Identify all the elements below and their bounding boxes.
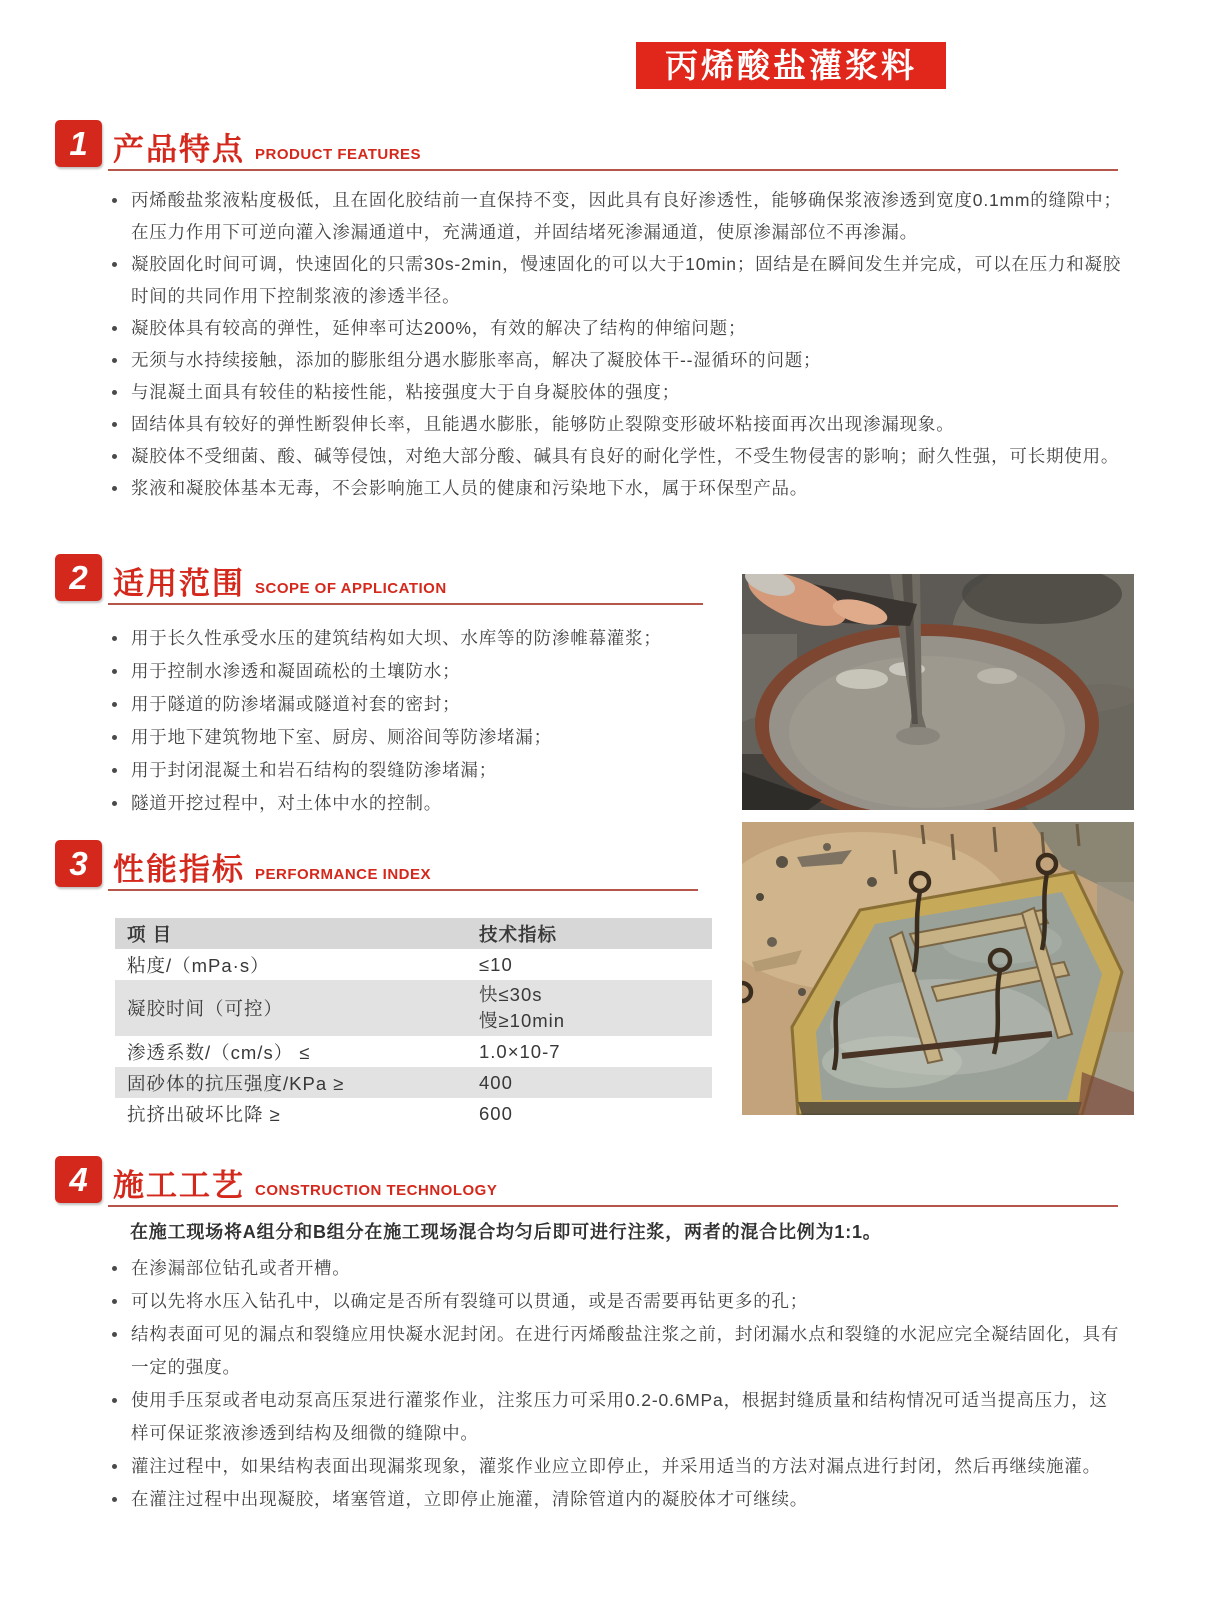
list-item <box>108 1318 1122 1384</box>
table-cell-item: 固砂体的抗压强度/KPa ≥ <box>127 1072 345 1094</box>
feature-text: 凝胶体不受细菌、酸、碱等侵蚀，对绝大部分酸、碱具有良好的耐化学性，不受生物侵害的影响；耐久性强，可长期使用。 <box>131 446 1120 466</box>
list-item <box>108 248 1122 312</box>
bullet-dot <box>112 390 117 395</box>
scope-text: 用于地下建筑物地下室、厨房、厕浴间等防渗堵漏； <box>131 727 552 747</box>
bullet-dot <box>112 801 117 806</box>
performance-index-table <box>115 918 712 1129</box>
table-row <box>115 949 712 980</box>
table-cell-value <box>467 980 712 1036</box>
table-row <box>115 1098 712 1129</box>
step-text: 在灌注过程中出现凝胶，堵塞管道，立即停止施灌，清除管道内的凝胶体才可继续。 <box>131 1489 809 1509</box>
bullet-dot <box>112 636 117 641</box>
section-4-title-zh: 施工工艺 <box>113 1168 245 1203</box>
construction-steps-list <box>108 1252 1122 1516</box>
section-4-number-badge: 4 <box>55 1156 102 1203</box>
section-4-header <box>55 1156 1175 1212</box>
feature-text: 凝胶体具有较高的弹性，延伸率可达200%，有效的解决了结构的伸缩问题； <box>131 318 747 338</box>
grout-mixing-photo <box>742 574 1134 810</box>
bullet-dot <box>112 486 117 491</box>
table-cell-item: 渗透系数/（cm/s） ≤ <box>127 1041 311 1063</box>
bullet-dot <box>112 1332 117 1337</box>
table-cell-item: 粘度/（mPa·s） <box>127 954 270 976</box>
list-item <box>108 312 1122 344</box>
section-1-titles <box>113 120 421 167</box>
section-4-title-en: CONSTRUCTION TECHNOLOGY <box>255 1182 498 1199</box>
scope-text: 用于长久性承受水压的建筑结构如大坝、水库等的防渗帷幕灌浆； <box>131 628 662 648</box>
step-text: 使用手压泵或者电动泵高压泵进行灌浆作业，注浆压力可采用0.2-0.6MPa，根据封缝质量和结构情况可适当提高压力，这样可保证浆液渗透到结构及细微的缝隙中。 <box>131 1390 1108 1443</box>
section-4-rule <box>108 1205 1118 1207</box>
list-item <box>108 344 1122 376</box>
list-item <box>108 754 728 787</box>
grout-mixing-photo-illustration <box>742 574 1134 810</box>
formwork-grouting-photo <box>742 822 1134 1115</box>
table-header-row <box>115 918 712 949</box>
formwork-grouting-photo-illustration <box>742 822 1134 1115</box>
feature-text: 凝胶固化时间可调，快速固化的只需30s-2min，慢速固化的可以大于10min；固结是在瞬间发生并完成，可以在压力和凝胶时间的共同作用下控制浆液的渗透半径。 <box>131 254 1122 306</box>
feature-text: 固结体具有较好的弹性断裂伸长率，且能遇水膨胀，能够防止裂隙变形破坏粘接面再次出现渗漏现象。 <box>131 414 955 434</box>
scope-text: 用于隧道的防渗堵漏或隧道衬套的密封； <box>131 694 461 714</box>
list-item <box>108 376 1122 408</box>
list-item <box>108 184 1122 248</box>
bullet-dot <box>112 262 117 267</box>
table-cell-value: 1.0×10-7 <box>479 1040 561 1062</box>
list-item <box>108 472 1122 504</box>
step-text: 灌注过程中，如果结构表面出现漏浆现象，灌浆作业应立即停止，并采用适当的方法对漏点进行封闭，然后再继续施灌。 <box>131 1456 1101 1476</box>
table-cell-item: 凝胶时间（可控） <box>127 998 284 1019</box>
product-title-banner: 丙烯酸盐灌浆料 <box>636 42 946 89</box>
table-header-item: 项 目 <box>127 923 173 945</box>
scope-text: 用于控制水渗透和凝固疏松的土壤防水； <box>131 661 461 681</box>
section-1-title-zh: 产品特点 <box>113 132 245 167</box>
bullet-dot <box>112 735 117 740</box>
section-3-rule <box>108 889 698 891</box>
bullet-dot <box>112 669 117 674</box>
section-2-header <box>55 554 755 610</box>
step-text: 在渗漏部位钻孔或者开槽。 <box>131 1258 351 1278</box>
list-item <box>108 408 1122 440</box>
step-text: 可以先将水压入钻孔中，以确定是否所有裂缝可以贯通，或是否需要再钻更多的孔； <box>131 1291 809 1311</box>
list-item <box>108 1384 1122 1450</box>
section-1-rule <box>108 169 1118 171</box>
step-text: 结构表面可见的漏点和裂缝应用快凝水泥封闭。在进行丙烯酸盐注浆之前，封闭漏水点和裂缝的水泥应完全凝结固化，具有一定的强度。 <box>131 1324 1120 1377</box>
feature-text: 与混凝土面具有较佳的粘接性能，粘接强度大于自身凝胶体的强度； <box>131 382 680 402</box>
section-3-title-en: PERFORMANCE INDEX <box>255 866 432 883</box>
bullet-dot <box>112 1398 117 1403</box>
table-header-value: 技术指标 <box>479 923 558 945</box>
feature-text: 浆液和凝胶体基本无毒，不会影响施工人员的健康和污染地下水，属于环保型产品。 <box>131 478 809 498</box>
list-item <box>108 688 728 721</box>
section-2-rule <box>108 603 703 605</box>
list-item <box>108 1252 1122 1285</box>
bullet-dot <box>112 1266 117 1271</box>
list-item <box>108 1483 1122 1516</box>
list-item <box>108 622 728 655</box>
bullet-dot <box>112 702 117 707</box>
table-cell-item: 抗挤出破坏比降 ≥ <box>127 1103 281 1125</box>
section-2-title-en: SCOPE OF APPLICATION <box>255 580 447 597</box>
section-2-number-badge: 2 <box>55 554 102 601</box>
table-cell-value: 600 <box>479 1102 513 1124</box>
section-1-number-badge: 1 <box>55 120 102 167</box>
bullet-dot <box>112 454 117 459</box>
bullet-dot <box>112 422 117 427</box>
section-1-header <box>55 120 1175 176</box>
table-row <box>115 1067 712 1098</box>
bullet-dot <box>112 1464 117 1469</box>
scope-text: 用于封闭混凝土和岩石结构的裂缝防渗堵漏； <box>131 760 497 780</box>
table-cell-value: ≤10 <box>479 953 513 975</box>
scope-text: 隧道开挖过程中，对土体中水的控制。 <box>131 793 443 813</box>
bullet-dot <box>112 768 117 773</box>
table-row <box>115 1036 712 1067</box>
section-1-title-en: PRODUCT FEATURES <box>255 146 422 163</box>
table-cell-value: 400 <box>479 1071 513 1093</box>
bullet-dot <box>112 326 117 331</box>
product-features-list <box>108 184 1122 504</box>
table-cell-value-line: 快≤30s <box>479 984 543 1005</box>
section-3-title-zh: 性能指标 <box>113 852 245 887</box>
bullet-dot <box>112 198 117 203</box>
feature-text: 无须与水持续接触，添加的膨胀组分遇水膨胀率高，解决了凝胶体干--湿循环的问题； <box>131 350 822 370</box>
section-3-header <box>55 840 755 896</box>
section-2-titles <box>113 554 447 601</box>
table-cell-value-line: 慢≥10min <box>479 1010 566 1031</box>
bullet-dot <box>112 1299 117 1304</box>
list-item <box>108 1450 1122 1483</box>
bullet-dot <box>112 1497 117 1502</box>
construction-intro-text: 在施工现场将A组分和B组分在施工现场混合均匀后即可进行注浆，两者的混合比例为1:1。 <box>130 1222 882 1242</box>
list-item <box>108 1285 1122 1318</box>
list-item <box>108 440 1122 472</box>
scope-of-application-list <box>108 622 728 820</box>
section-4-titles <box>113 1156 497 1203</box>
list-item <box>108 655 728 688</box>
section-3-titles <box>113 840 431 887</box>
feature-text: 丙烯酸盐浆液粘度极低，且在固化胶结前一直保持不变，因此具有良好渗透性，能够确保浆液渗透到宽度0.1mm的缝隙中；在压力作用下可逆向灌入渗漏通道中，充满通道，并固结堵死渗漏通道，使原渗漏部位不再渗漏。 <box>131 190 1122 242</box>
section-2-title-zh: 适用范围 <box>113 566 245 601</box>
list-item <box>108 721 728 754</box>
section-3-number-badge: 3 <box>55 840 102 887</box>
bullet-dot <box>112 358 117 363</box>
list-item <box>108 787 728 820</box>
table-row <box>115 980 712 1036</box>
